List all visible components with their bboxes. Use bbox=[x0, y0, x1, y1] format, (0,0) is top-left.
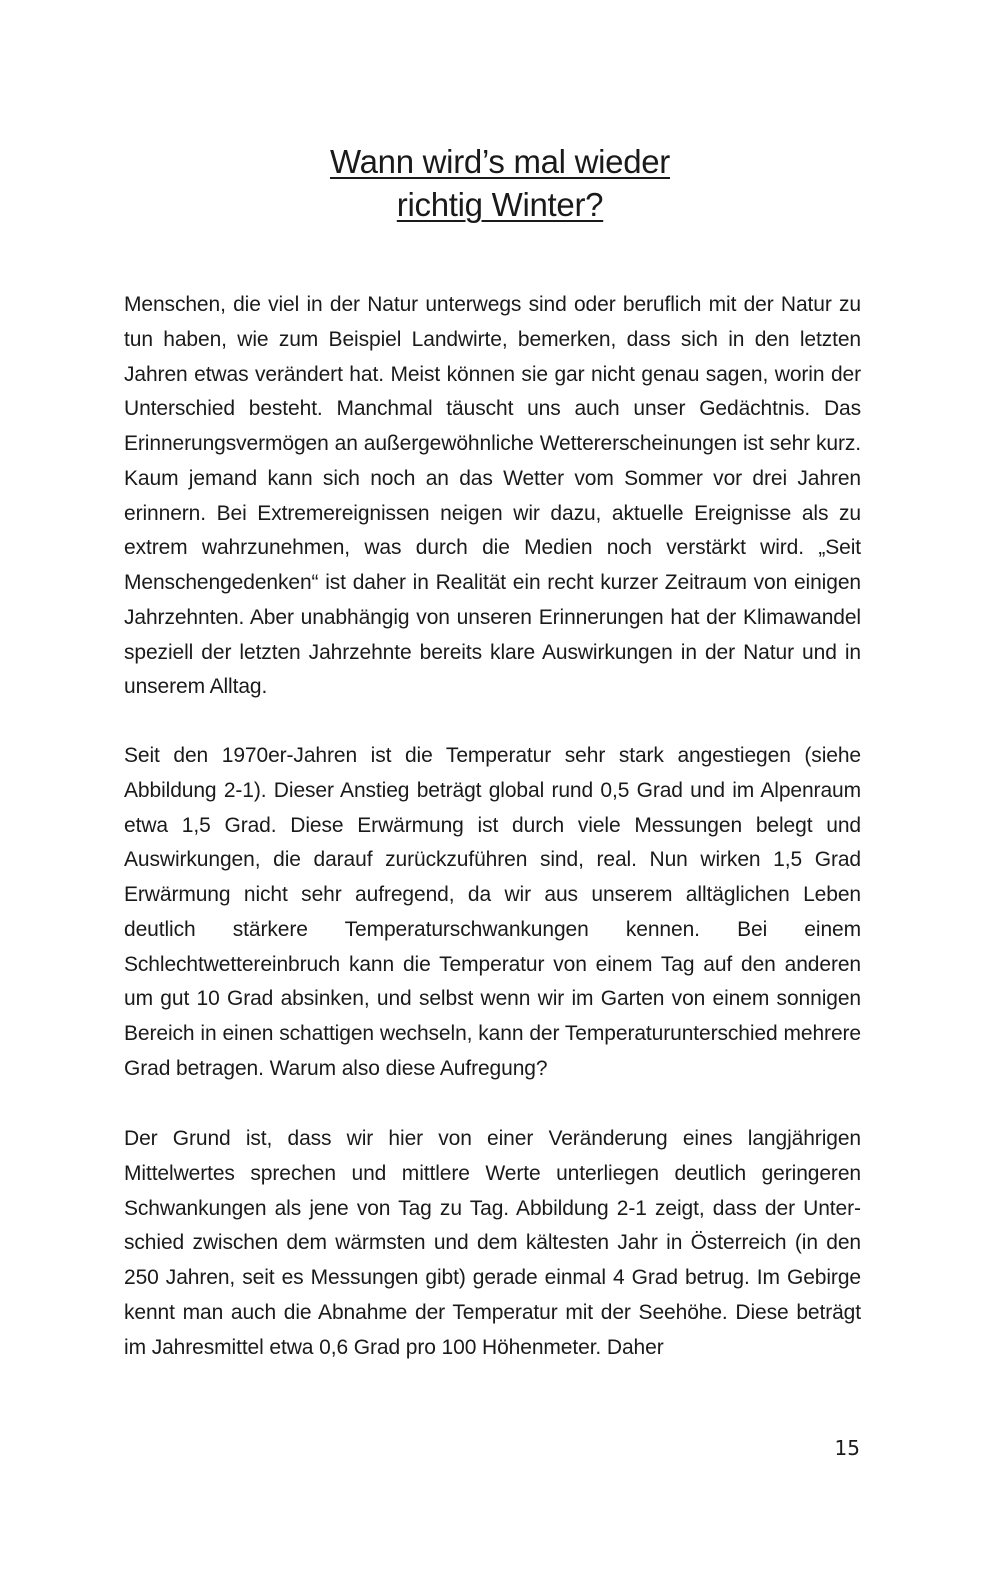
body-paragraph: Menschen, die viel in der Natur unterwegs sind oder beruflich mit der Natur zu tun haben, wie zum Beispiel Landwirte, bemerken, dass sich in den letzten Jahren etwas verändert hat. Meist können sie gar nicht genau sagen, worin der Unterschied besteht. Manchmal täuscht uns auch unser Gedächtnis. Das Erinnerungsvermögen an außergewöhnliche Wettererscheinungen ist sehr kurz. Kaum jemand kann sich noch an das Wetter vom Sommer vor drei Jahren erinnern. Bei Extremereignissen neigen wir dazu, aktuelle Ereignisse als zu extrem wahrzunehmen, was durch die Medien noch verstärkt wird. „Seit Menschengedenken“ ist daher in Realität ein recht kurzer Zeitraum von einigen Jahrzehnten. Aber unabhängig von unseren Erinnerungen hat der Klimawandel speziell der letzten Jahrzehnte bereits klare Auswirkungen in der Natur und in unserem Alltag. bbox=[124, 293, 861, 699]
chapter-title bbox=[0, 140, 1000, 226]
page-number: 15 bbox=[834, 1436, 860, 1460]
chapter-title-line-2: richtig Winter? bbox=[396, 186, 604, 223]
body-paragraph: Seit den 1970er-Jahren ist die Temperatur sehr stark angestiegen (siehe Abbildung 2-1). Dieser Anstieg beträgt global rund 0,5 Grad und im Alpenraum etwa 1,5 Grad. Diese Erwärmung ist durch viele Messungen belegt und Auswirkungen, die darauf zurückzuführen sind, real. Nun wirken 1,5 Grad Erwärmung nicht sehr aufregend, da wir aus unserem alltäglichen Leben deutlich stärkere Temperaturschwankungen kennen. Bei einem Schlechtwettereinbruch kann die Temperatur von einem Tag auf den anderen um gut 10 Grad absinken, und selbst wenn wir im Garten von einem sonnigen Bereich in einen schattigen wechseln, kann der Temperaturunterschied mehrere Grad betragen. Warum also diese Aufregung? bbox=[124, 744, 861, 1080]
body-paragraph: Der Grund ist, dass wir hier von einer Veränderung eines langjährigen Mittelwertes sprechen und mittlere Werte unterliegen deutlich geringeren Schwankungen als jene von Tag zu Tag. Abbildung 2-1 zeigt, dass der Unterschied zwischen dem wärmsten und dem kältesten Jahr in Österreich (in den 250 Jahren, seit es Messungen gibt) gerade einmal 4 Grad betrug. Im Gebirge kennt man auch die Abnahme der Temperatur mit der Seehöhe. Diese beträgt im Jahresmittel etwa 0,6 Grad pro 100 Höhenmeter. Daher bbox=[124, 1127, 861, 1359]
chapter-title-line-1: Wann wird’s mal wieder bbox=[329, 143, 670, 180]
